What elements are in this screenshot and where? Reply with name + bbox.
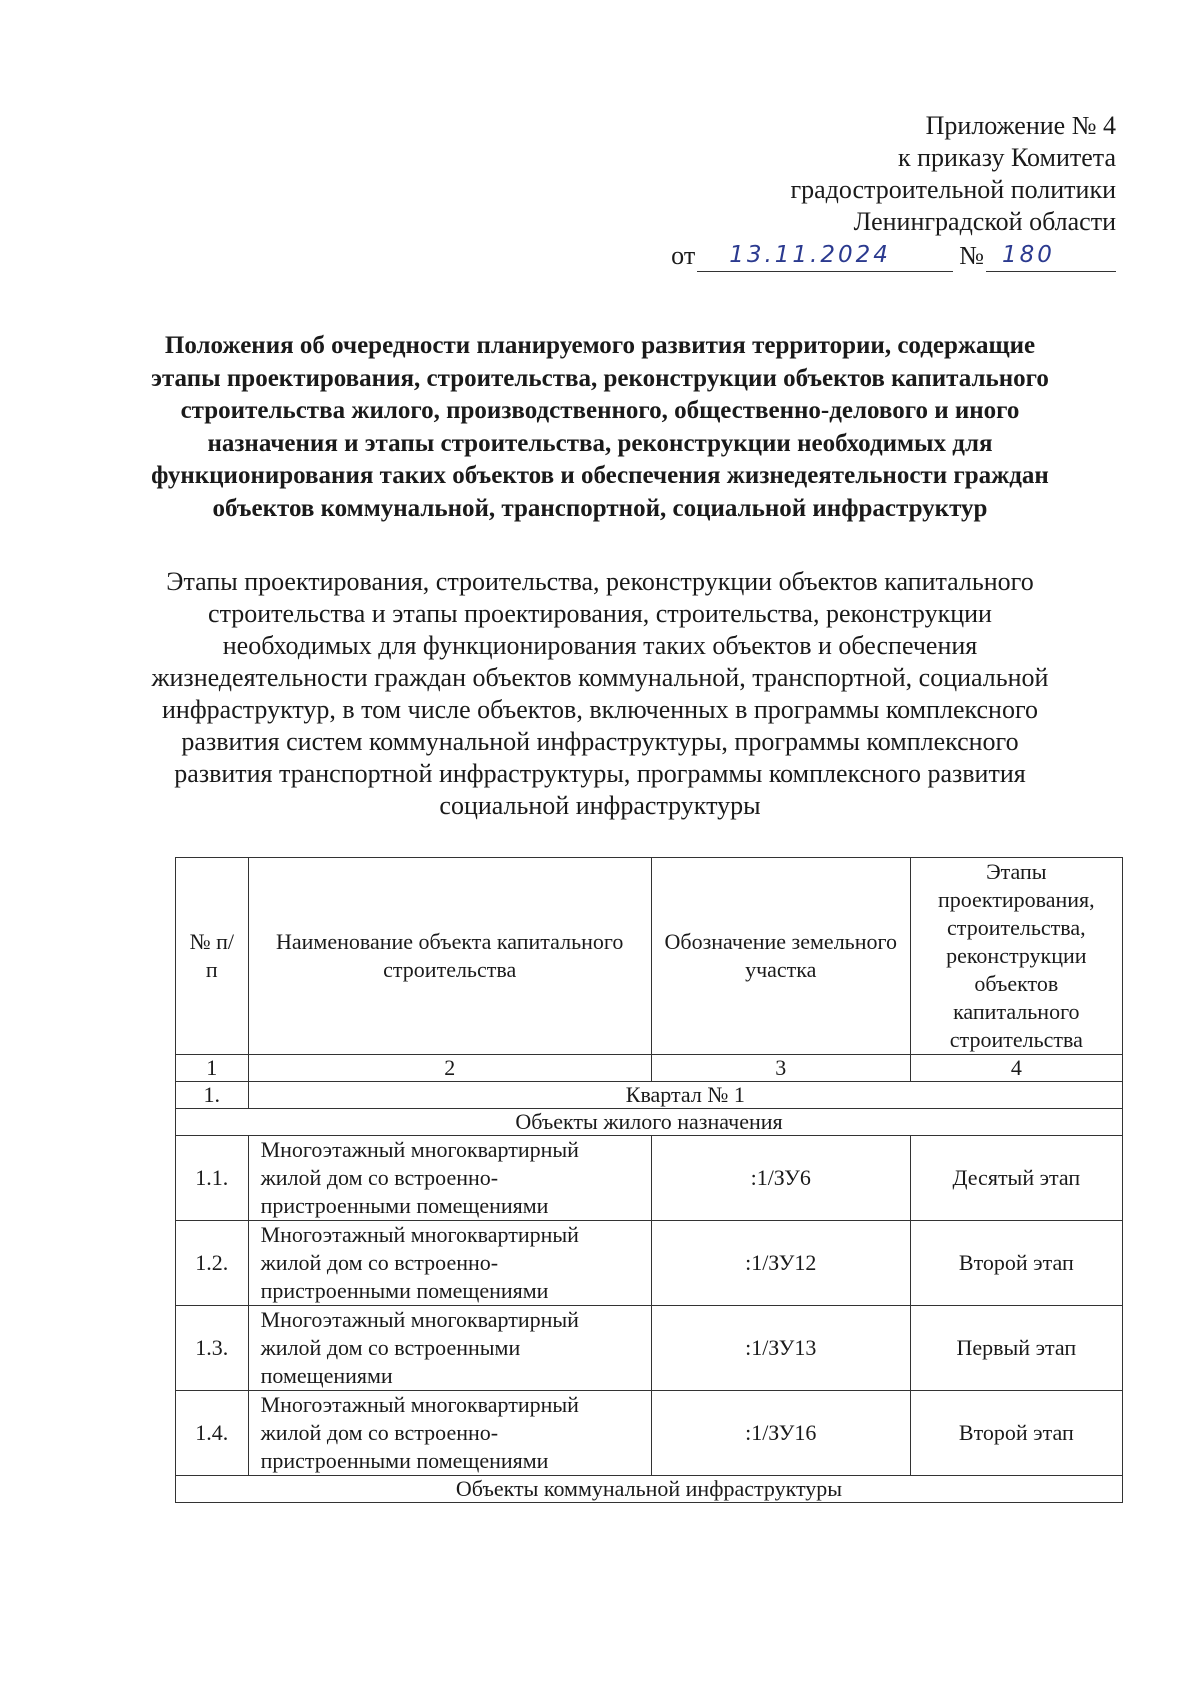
- column-number: 2: [248, 1055, 651, 1082]
- stage: Первый этап: [910, 1306, 1122, 1391]
- row-number: 1.4.: [176, 1391, 249, 1476]
- row-number: 1.3.: [176, 1306, 249, 1391]
- handwritten-number: 180: [1002, 242, 1055, 268]
- plot-designation: :1/ЗУ13: [651, 1306, 910, 1391]
- plot-designation: :1/ЗУ12: [651, 1221, 910, 1306]
- row-number: 1.1.: [176, 1136, 249, 1221]
- stage: Десятый этап: [910, 1136, 1122, 1221]
- column-number: 4: [910, 1055, 1122, 1082]
- order-reference: к приказу Комитета: [897, 143, 1116, 172]
- header-stages: Этапы проектирования, строительства, реконструкции объектов капитального строительства: [910, 858, 1122, 1055]
- table-row: [176, 1136, 1123, 1221]
- committee-name: градостроительной политики: [790, 175, 1116, 204]
- date-label: от: [671, 241, 696, 270]
- block-number: 1.: [176, 1082, 249, 1109]
- block-name: Квартал № 1: [248, 1082, 1122, 1109]
- number-field: [986, 241, 1116, 272]
- table-header-row: [176, 858, 1123, 1055]
- stage: Второй этап: [910, 1221, 1122, 1306]
- column-number: 1: [176, 1055, 249, 1082]
- header-number: № п/п: [176, 858, 249, 1055]
- appendix-header: [671, 110, 1116, 272]
- appendix-number: Приложение № 4: [925, 111, 1116, 140]
- table-row: [176, 1221, 1123, 1306]
- document-subtitle: Этапы проектирования, строительства, реконструкции объектов капитального строительства и этапы проектирования, строительства, реконструкции необходимых для функционирования таких объектов и обеспечения жизнедеятельности граждан объектов коммунальной, транспортной, социальной инфраструктур, в том числе объектов, включенных в программы комплексного развития систем коммунальной инфраструктуры, программы комплексного развития транспортной инфраструктуры, программы комплексного развития социальной инфраструктуры: [151, 567, 1049, 820]
- object-name: Многоэтажный многоквартирный жилой дом со встроенно-пристроенными помещениями: [248, 1391, 651, 1476]
- column-number-row: [176, 1055, 1123, 1082]
- number-label: №: [959, 241, 984, 270]
- object-name: Многоэтажный многоквартирный жилой дом со встроенными помещениями: [248, 1306, 651, 1391]
- section-row: [176, 1476, 1123, 1503]
- header-plot: Обозначение земельного участка: [651, 858, 910, 1055]
- stage: Второй этап: [910, 1391, 1122, 1476]
- column-number: 3: [651, 1055, 910, 1082]
- date-field: [697, 241, 953, 272]
- document-title: Положения об очередности планируемого развития территории, содержащие этапы проектирования, строительства, реконструкции объектов капитального строительства жилого, производственного, общественно-делового и иного назначения и этапы строительства, реконструкции необходимых для функционирования таких объектов и обеспечения жизнедеятельности граждан объектов коммунальной, транспортной, социальной инфраструктур: [151, 332, 1049, 522]
- section-residential: Объекты жилого назначения: [176, 1109, 1123, 1136]
- row-number: 1.2.: [176, 1221, 249, 1306]
- table-row: [176, 1306, 1123, 1391]
- object-name: Многоэтажный многоквартирный жилой дом со встроенно-пристроенными помещениями: [248, 1136, 651, 1221]
- plot-designation: :1/ЗУ6: [651, 1136, 910, 1221]
- handwritten-date: 13.11.2024: [729, 242, 891, 268]
- block-row: [176, 1082, 1123, 1109]
- object-name: Многоэтажный многоквартирный жилой дом со встроенно-пристроенными помещениями: [248, 1221, 651, 1306]
- plot-designation: :1/ЗУ16: [651, 1391, 910, 1476]
- order-date-number-line: [671, 238, 1116, 272]
- section-utility: Объекты коммунальной инфраструктуры: [176, 1476, 1123, 1503]
- region-name: Ленинградской области: [853, 207, 1116, 236]
- stages-table: [175, 857, 1123, 1503]
- header-object-name: Наименование объекта капитального строительства: [248, 858, 651, 1055]
- section-row: [176, 1109, 1123, 1136]
- table-row: [176, 1391, 1123, 1476]
